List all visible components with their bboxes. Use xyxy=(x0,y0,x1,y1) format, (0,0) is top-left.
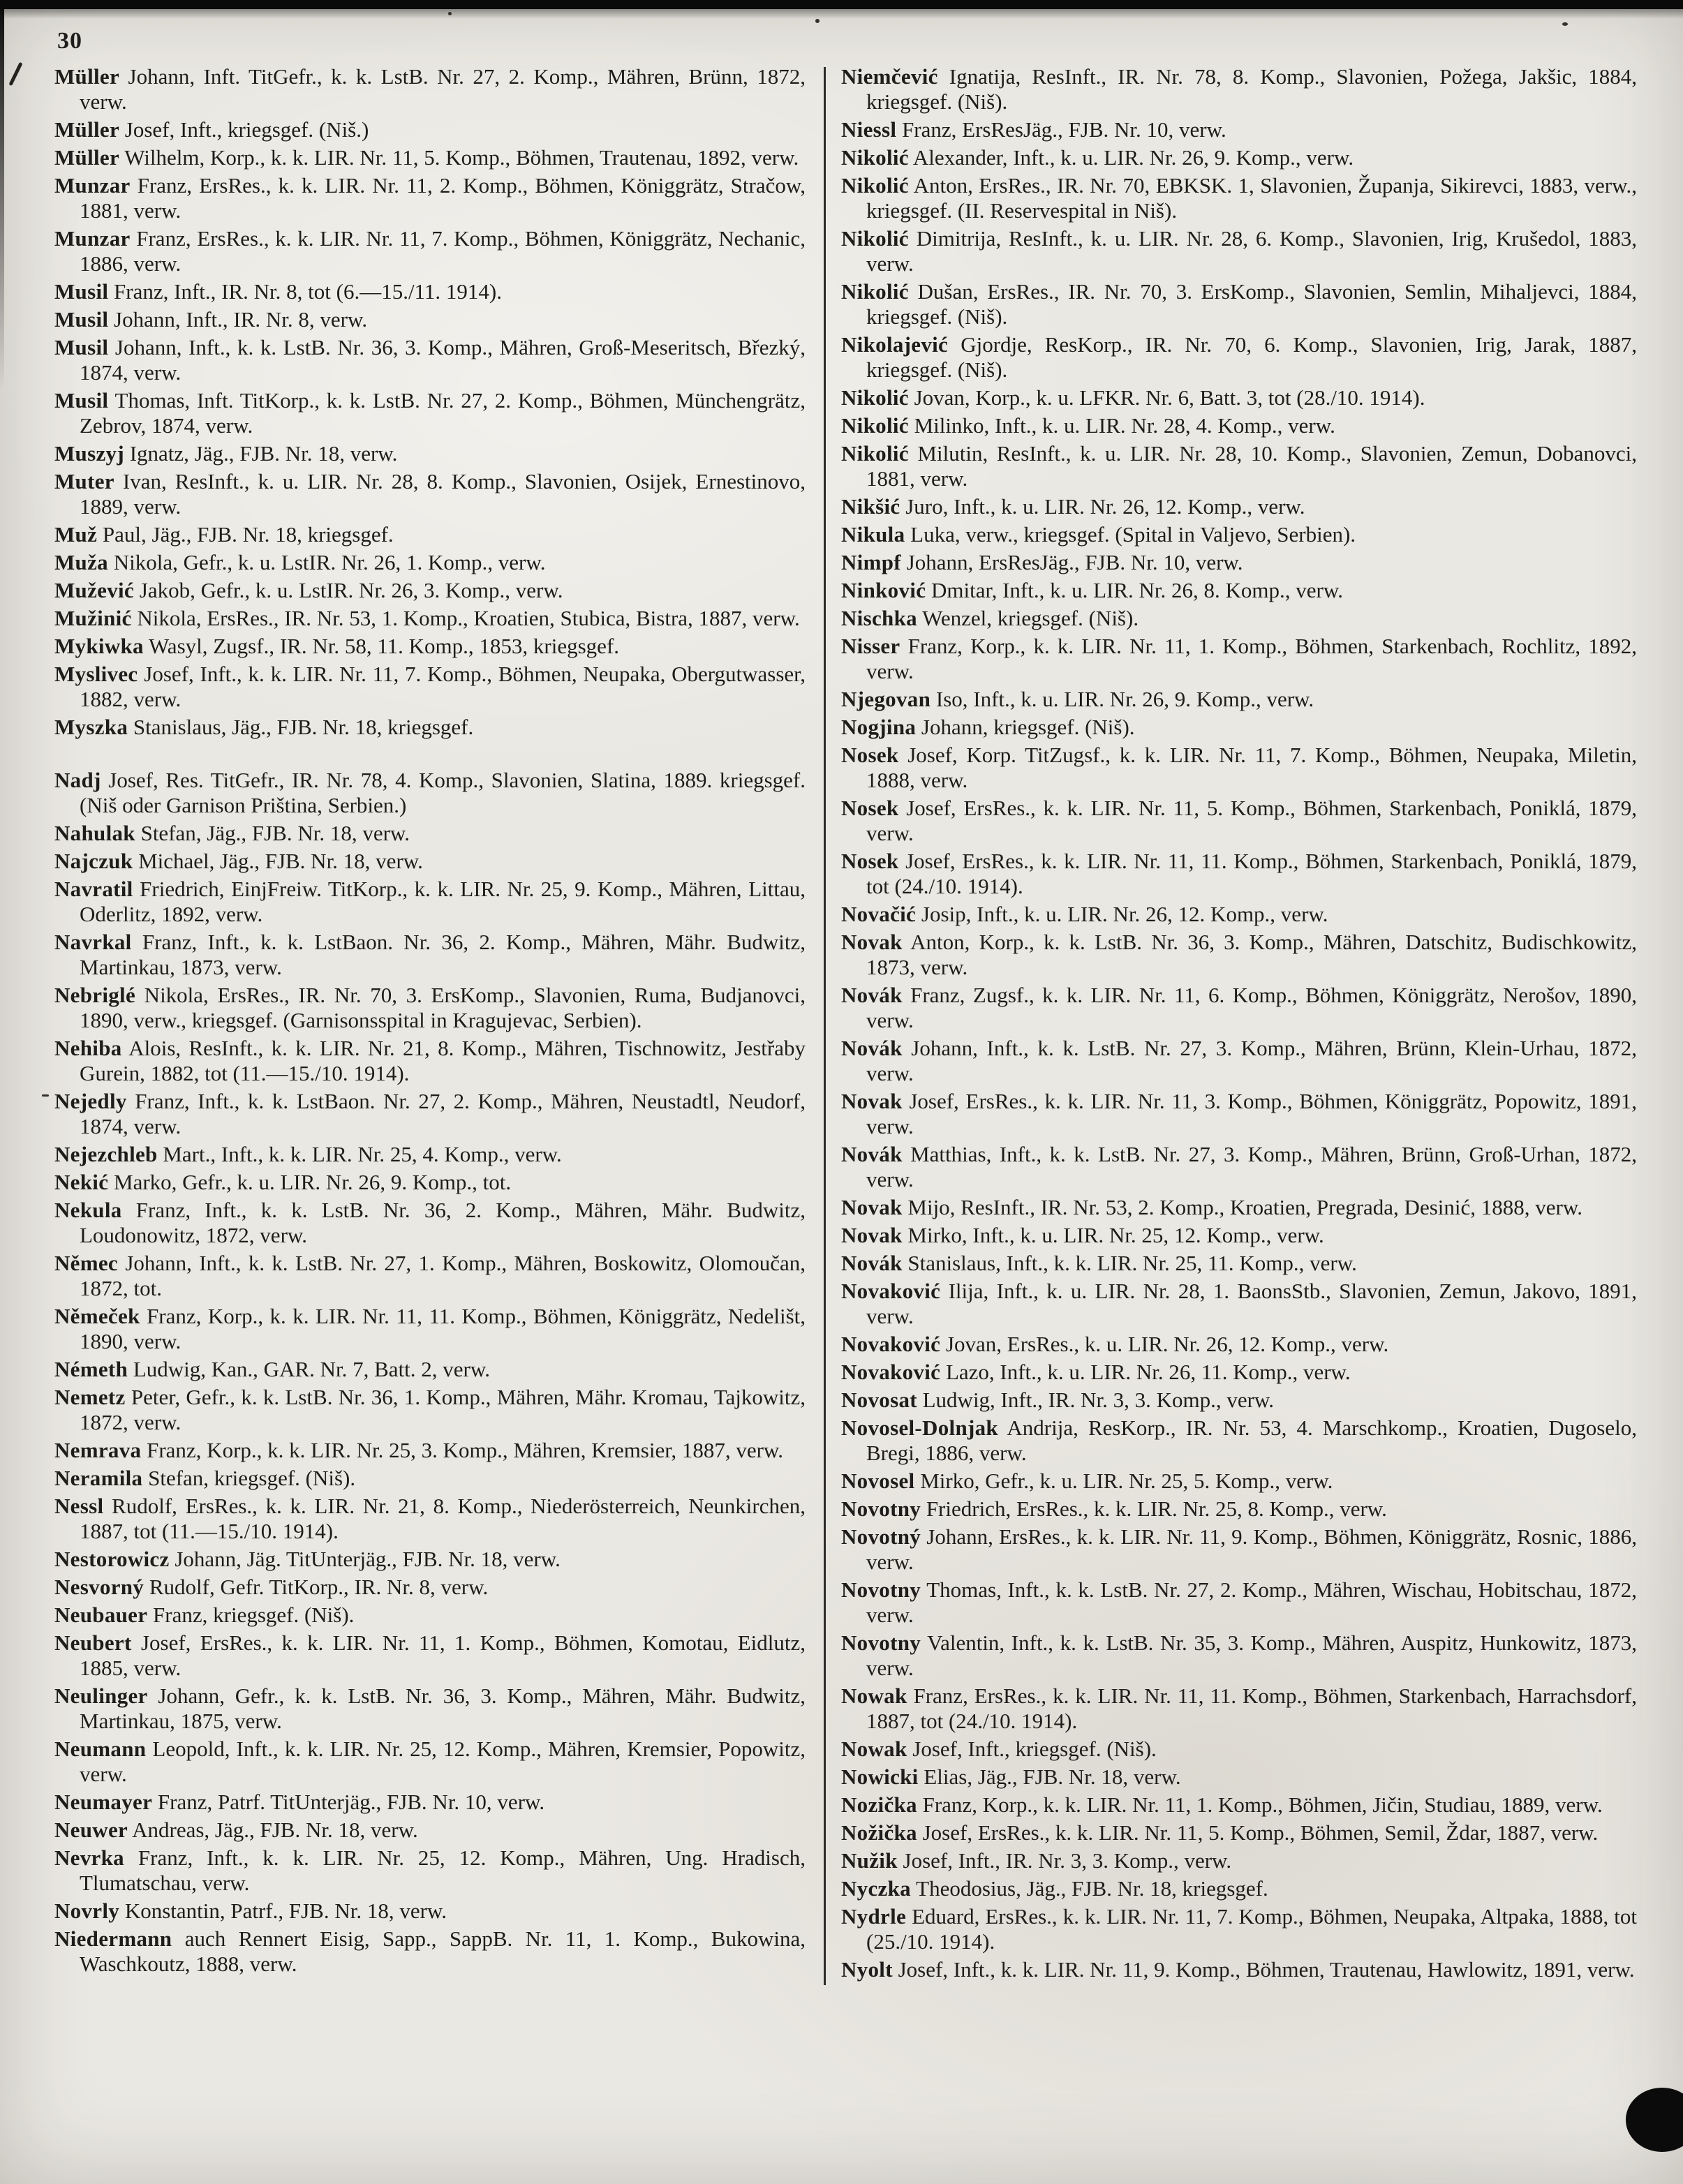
entry-surname: Novotný xyxy=(841,1524,921,1549)
casualty-entry: Novačić Josip, Inft., k. u. LIR. Nr. 26, 12. Komp., verw. xyxy=(841,902,1328,926)
casualty-entry: Nekula Franz, Inft., k. k. LstB. Nr. 36, 2. Komp., Mähren, Mähr. Budwitz, Loudonowitz, 1872, verw. xyxy=(54,1198,806,1247)
casualty-entry: Novotny Friedrich, ErsRes., k. k. LIR. Nr. 25, 8. Komp., verw. xyxy=(841,1496,1387,1521)
casualty-entry: Neramila Stefan, kriegsgef. (Niš). xyxy=(54,1466,356,1490)
casualty-entry: Myslivec Josef, Inft., k. k. LIR. Nr. 11, 7. Komp., Böhmen, Neupaka, Obergutwasser, 1882, verw. xyxy=(54,662,806,711)
entry-surname: Nahulak xyxy=(54,821,135,845)
entry-surname: Novosel-Dolnjak xyxy=(841,1416,998,1440)
casualty-entry: Nimpf Johann, ErsResJäg., FJB. Nr. 10, verw. xyxy=(841,550,1243,574)
scan-edge-left xyxy=(0,0,4,391)
entry-surname: Nejezchleb xyxy=(54,1142,158,1166)
casualty-entry: Neulinger Johann, Gefr., k. k. LstB. Nr. 36, 3. Komp., Mähren, Mähr. Budwitz, Martinkau, 1875, verw. xyxy=(54,1684,806,1733)
two-column-text-block xyxy=(54,64,1644,1985)
casualty-entry: Nogjina Johann, kriegsgef. (Niš). xyxy=(841,715,1135,739)
casualty-entry: Nisser Franz, Korp., k. k. LIR. Nr. 11, 1. Komp., Böhmen, Starkenbach, Rochlitz, 1892, verw. xyxy=(841,634,1637,683)
entry-surname: Neulinger xyxy=(54,1684,148,1708)
entry-surname: Nowicki xyxy=(841,1765,919,1789)
entry-surname: Nikolić xyxy=(841,145,909,170)
casualty-entry: Nahulak Stefan, Jäg., FJB. Nr. 18, verw. xyxy=(54,821,410,845)
casualty-entry: Neubauer Franz, kriegsgef. (Niš). xyxy=(54,1603,355,1627)
casualty-entry: Musil Thomas, Inft. TitKorp., k. k. LstB. Nr. 27, 2. Komp., Böhmen, Münchengrätz, Zebrov, 1874, verw. xyxy=(54,388,806,438)
entry-surname: Nisser xyxy=(841,634,900,658)
entry-surname: Nejedly xyxy=(54,1089,127,1113)
entry-surname: Nydrle xyxy=(841,1904,907,1929)
casualty-entry: Nikolić Anton, ErsRes., IR. Nr. 70, EBKSK. 1, Slavonien, Županja, Sikirevci, 1883, verw., kriegsgef. (II. Reservespital in Niš). xyxy=(841,173,1637,223)
entry-surname: Nikolić xyxy=(841,385,909,410)
casualty-entry: Nyczka Theodosius, Jäg., FJB. Nr. 18, kriegsgef. xyxy=(841,1876,1268,1901)
entry-surname: Muž xyxy=(54,522,98,547)
casualty-entry: Novák Johann, Inft., k. k. LstB. Nr. 27, 3. Komp., Mähren, Brünn, Klein-Urhau, 1872, verw. xyxy=(841,1036,1637,1085)
entry-surname: Nosek xyxy=(841,796,899,820)
casualty-entry: Novak Anton, Korp., k. k. LstB. Nr. 36, 3. Komp., Mähren, Datschitz, Budischkowitz, 1873, verw. xyxy=(841,930,1637,979)
entry-surname: Nekić xyxy=(54,1170,109,1194)
casualty-entry: Nemetz Peter, Gefr., k. k. LstB. Nr. 36, 1. Komp., Mähren, Mähr. Kromau, Tajkowitz, 1872, verw. xyxy=(54,1385,806,1434)
entry-surname: Neumayer xyxy=(54,1790,153,1814)
entry-surname: Niessl xyxy=(841,117,897,142)
entry-surname: Nowak xyxy=(841,1684,907,1708)
entry-surname: Nikolić xyxy=(841,173,909,198)
entry-surname: Navratil xyxy=(54,877,133,901)
entry-surname: Musil xyxy=(54,335,109,359)
entry-surname: Muter xyxy=(54,469,114,493)
entry-surname: Novrly xyxy=(54,1899,120,1923)
casualty-entry: Neumayer Franz, Patrf. TitUnterjäg., FJB. Nr. 10, verw. xyxy=(54,1790,545,1814)
casualty-entry: Munzar Franz, ErsRes., k. k. LIR. Nr. 11, 2. Komp., Böhmen, Königgrätz, Stračow, 1881, verw. xyxy=(54,173,806,223)
page-content xyxy=(54,25,1644,2170)
casualty-entry: Nužik Josef, Inft., IR. Nr. 3, 3. Komp., verw. xyxy=(841,1848,1232,1873)
entry-surname: Musil xyxy=(54,307,109,332)
casualty-entry: Munzar Franz, ErsRes., k. k. LIR. Nr. 11, 7. Komp., Böhmen, Königgrätz, Nechanic, 1886, verw. xyxy=(54,226,806,276)
entry-surname: Müller xyxy=(54,145,120,170)
entry-surname: Novotny xyxy=(841,1496,921,1521)
casualty-entry: Myszka Stanislaus, Jäg., FJB. Nr. 18, kriegsgef. xyxy=(54,715,474,739)
entry-surname: Novotny xyxy=(841,1630,921,1655)
entry-surname: Nebriglé xyxy=(54,983,136,1007)
entry-surname: Myslivec xyxy=(54,662,138,686)
casualty-entry: Neumann Leopold, Inft., k. k. LIR. Nr. 25, 12. Komp., Mähren, Kremsier, Popowitz, verw. xyxy=(54,1737,806,1786)
entry-surname: Mužević xyxy=(54,578,134,602)
casualty-entry: Novaković Ilija, Inft., k. u. LIR. Nr. 28, 1. BaonsStb., Slavonien, Zemun, Jakovo, 1891, verw. xyxy=(841,1279,1637,1328)
casualty-entry: Niessl Franz, ErsResJäg., FJB. Nr. 10, verw. xyxy=(841,117,1226,142)
entry-surname: Novák xyxy=(841,1142,903,1166)
entry-surname: Nischka xyxy=(841,606,917,630)
casualty-entry: Musil Johann, Inft., k. k. LstB. Nr. 36, 3. Komp., Mähren, Groß-Meseritsch, Březký, 1874, verw. xyxy=(54,335,806,385)
entry-surname: Neuwer xyxy=(54,1818,128,1842)
entry-surname: Nikolić xyxy=(841,413,909,438)
entry-surname: Nogjina xyxy=(841,715,917,739)
casualty-entry: Njegovan Iso, Inft., k. u. LIR. Nr. 26, 9. Komp., verw. xyxy=(841,687,1314,711)
casualty-entry: Navrkal Franz, Inft., k. k. LstBaon. Nr. 36, 2. Komp., Mähren, Mähr. Budwitz, Martinkau, 1873, verw. xyxy=(54,930,806,979)
entry-surname: Mužinić xyxy=(54,606,132,630)
entry-surname: Nessl xyxy=(54,1494,104,1518)
casualty-entry: Neuwer Andreas, Jäg., FJB. Nr. 18, verw. xyxy=(54,1818,418,1842)
casualty-entry: Nosek Josef, ErsRes., k. k. LIR. Nr. 11, 5. Komp., Böhmen, Starkenbach, Poniklá, 1879, verw. xyxy=(841,796,1637,845)
entry-surname: Novak xyxy=(841,1223,903,1247)
casualty-entry: Němeček Franz, Korp., k. k. LIR. Nr. 11, 11. Komp., Böhmen, Königgrätz, Nedelišt, 1890, verw. xyxy=(54,1304,806,1353)
casualty-entry: Nowicki Elias, Jäg., FJB. Nr. 18, verw. xyxy=(841,1765,1181,1789)
entry-surname: Nehiba xyxy=(54,1036,122,1060)
casualty-entry: Nikolić Dušan, ErsRes., IR. Nr. 70, 3. ErsKomp., Slavonien, Semlin, Mihaljevci, 1884, kriegsgef. (Niš). xyxy=(841,279,1637,329)
casualty-entry: Nessl Rudolf, ErsRes., k. k. LIR. Nr. 21, 8. Komp., Niederösterreich, Neunkirchen, 1887, tot (11.—15./10. 1914). xyxy=(54,1494,806,1543)
scan-edge-top-shadow xyxy=(0,9,1683,19)
entry-surname: Novaković xyxy=(841,1360,941,1384)
entry-surname: Nikolić xyxy=(841,226,909,251)
entry-surname: Nyolt xyxy=(841,1957,893,1982)
casualty-entry: Novrly Konstantin, Patrf., FJB. Nr. 18, verw. xyxy=(54,1899,447,1923)
entry-surname: Novak xyxy=(841,1089,903,1113)
casualty-entry: Nowak Franz, ErsRes., k. k. LIR. Nr. 11, 11. Komp., Böhmen, Starkenbach, Harrachsdorf, 1887, tot (24./10. 1914). xyxy=(841,1684,1637,1733)
entry-surname: Nožička xyxy=(841,1820,917,1845)
casualty-entry: Nestorowicz Johann, Jäg. TitUnterjäg., FJB. Nr. 18, verw. xyxy=(54,1547,561,1571)
entry-surname: Nikolajević xyxy=(841,332,949,357)
entry-surname: Munzar xyxy=(54,226,131,251)
casualty-entry: Novák Stanislaus, Inft., k. k. LIR. Nr. 25, 11. Komp., verw. xyxy=(841,1251,1357,1275)
casualty-entry: Nikula Luka, verw., kriegsgef. (Spital in Valjevo, Serbien). xyxy=(841,522,1356,547)
entry-surname: Nosek xyxy=(841,849,899,873)
entry-surname: Musil xyxy=(54,388,109,413)
entry-surname: Navrkal xyxy=(54,930,132,954)
casualty-entry: Nikolić Milutin, ResInft., k. u. LIR. Nr. 28, 10. Komp., Slavonien, Zemun, Dobanovci, 1881, verw. xyxy=(841,441,1637,491)
casualty-entry: Nosek Josef, Korp. TitZugsf., k. k. LIR. Nr. 11, 7. Komp., Böhmen, Neupaka, Miletin, 1888, verw. xyxy=(841,743,1637,792)
casualty-entry: Nikolajević Gjordje, ResKorp., IR. Nr. 70, 6. Komp., Slavonien, Irig, Jarak, 1887, kriegsgef. (Niš). xyxy=(841,332,1637,382)
entry-surname: Novák xyxy=(841,1036,903,1060)
entry-surname: Novak xyxy=(841,1195,903,1219)
casualty-entry: Nikolić Milinko, Inft., k. u. LIR. Nr. 28, 4. Komp., verw. xyxy=(841,413,1335,438)
casualty-entry: Musil Johann, Inft., IR. Nr. 8, verw. xyxy=(54,307,368,332)
entry-surname: Myszka xyxy=(54,715,128,739)
casualty-entry: Muž Paul, Jäg., FJB. Nr. 18, kriegsgef. xyxy=(54,522,394,547)
casualty-entry: Nikolić Dimitrija, ResInft., k. u. LIR. Nr. 28, 6. Komp., Slavonien, Irig, Krušedol, 1883, verw. xyxy=(841,226,1637,276)
column-divider-rule xyxy=(824,67,826,1985)
casualty-entry: Nikolić Jovan, Korp., k. u. LFKR. Nr. 6, Batt. 3, tot (28./10. 1914). xyxy=(841,385,1425,410)
entry-surname: Nestorowicz xyxy=(54,1547,170,1571)
casualty-entry: Mykiwka Wasyl, Zugsf., IR. Nr. 58, 11. Komp., 1853, kriegsgef. xyxy=(54,634,620,658)
scan-edge-top xyxy=(0,0,1683,9)
entry-surname: Němeček xyxy=(54,1304,140,1328)
entry-surname: Niemčević xyxy=(841,64,938,89)
entry-surname: Novotny xyxy=(841,1577,921,1602)
entry-surname: Novák xyxy=(841,983,903,1007)
entry-surname: Neramila xyxy=(54,1466,143,1490)
casualty-entry: Ninković Dmitar, Inft., k. u. LIR. Nr. 26, 8. Komp., verw. xyxy=(841,578,1343,602)
entry-surname: Novák xyxy=(841,1251,903,1275)
casualty-entry: Najczuk Michael, Jäg., FJB. Nr. 18, verw. xyxy=(54,849,423,873)
entry-surname: Nimpf xyxy=(841,550,901,574)
casualty-entry: Németh Ludwig, Kan., GAR. Nr. 7, Batt. 2, verw. xyxy=(54,1357,490,1381)
entry-surname: Muszyj xyxy=(54,441,124,466)
casualty-entry: Nischka Wenzel, kriegsgef. (Niš). xyxy=(841,606,1139,630)
scan-speck xyxy=(448,12,452,15)
casualty-entry: Novotny Valentin, Inft., k. k. LstB. Nr. 35, 3. Komp., Mähren, Auspitz, Hunkowitz, 1873, verw. xyxy=(841,1630,1637,1680)
entry-surname: Njegovan xyxy=(841,687,931,711)
casualty-entry: Neubert Josef, ErsRes., k. k. LIR. Nr. 11, 1. Komp., Böhmen, Komotau, Eidlutz, 1885, verw. xyxy=(54,1630,806,1680)
casualty-entry: Musil Franz, Inft., IR. Nr. 8, tot (6.—15./11. 1914). xyxy=(54,279,502,304)
entry-surname: Nowak xyxy=(841,1737,907,1761)
casualty-entry: Novaković Lazo, Inft., k. u. LIR. Nr. 26, 11. Komp., verw. xyxy=(841,1360,1351,1384)
casualty-entry: Nejedly Franz, Inft., k. k. LstBaon. Nr. 27, 2. Komp., Mähren, Neustadtl, Neudorf, 1874, verw. xyxy=(54,1089,806,1138)
casualty-entry: Novak Mirko, Inft., k. u. LIR. Nr. 25, 12. Komp., verw. xyxy=(841,1223,1324,1247)
casualty-entry: Nozička Franz, Korp., k. k. LIR. Nr. 11, 1. Komp., Böhmen, Jičin, Studiau, 1889, verw. xyxy=(841,1792,1603,1817)
casualty-entry: Nowak Josef, Inft., kriegsgef. (Niš). xyxy=(841,1737,1157,1761)
casualty-entry: Novotny Thomas, Inft., k. k. LstB. Nr. 27, 2. Komp., Mähren, Wischau, Hobitschau, 1872, verw. xyxy=(841,1577,1637,1627)
entry-surname: Nemetz xyxy=(54,1385,126,1409)
casualty-entry: Nadj Josef, Res. TitGefr., IR. Nr. 78, 4. Komp., Slavonien, Slatina, 1889. kriegsgef. (Niš oder Garnison Priština, Serbien.) xyxy=(54,768,806,817)
casualty-entry: Nevrka Franz, Inft., k. k. LIR. Nr. 25, 12. Komp., Mähren, Ung. Hradisch, Tlumatschau, verw. xyxy=(54,1845,806,1895)
entry-surname: Nužik xyxy=(841,1848,898,1873)
entry-surname: Novak xyxy=(841,930,903,954)
casualty-entry: Muter Ivan, ResInft., k. u. LIR. Nr. 28, 8. Komp., Slavonien, Osijek, Ernestinovo, 1889, verw. xyxy=(54,469,806,519)
entry-surname: Niedermann xyxy=(54,1926,172,1951)
entry-surname: Najczuk xyxy=(54,849,133,873)
casualty-entry: Niedermann auch Rennert Eisig, Sapp., SappB. Nr. 11, 1. Komp., Bukowina, Waschkoutz, 1888, verw. xyxy=(54,1926,806,1976)
casualty-entry: Nesvorný Rudolf, Gefr. TitKorp., IR. Nr. 8, verw. xyxy=(54,1575,489,1599)
entry-surname: Nevrka xyxy=(54,1845,124,1870)
entry-surname: Nesvorný xyxy=(54,1575,144,1599)
entry-surname: Neubert xyxy=(54,1630,132,1655)
entry-surname: Musil xyxy=(54,279,109,304)
entry-surname: Munzar xyxy=(54,173,131,198)
entry-surname: Nozička xyxy=(841,1792,917,1817)
casualty-entry: Müller Wilhelm, Korp., k. k. LIR. Nr. 11, 5. Komp., Böhmen, Trautenau, 1892, verw. xyxy=(54,145,799,170)
entry-surname: Nikolić xyxy=(841,441,909,466)
entry-surname: Novaković xyxy=(841,1279,941,1303)
casualty-entry: Mužević Jakob, Gefr., k. u. LstIR. Nr. 26, 3. Komp., verw. xyxy=(54,578,563,602)
casualty-entry: Muszyj Ignatz, Jäg., FJB. Nr. 18, verw. xyxy=(54,441,398,466)
entry-surname: Nekula xyxy=(54,1198,122,1222)
entry-surname: Németh xyxy=(54,1357,128,1381)
entry-surname: Němec xyxy=(54,1251,118,1275)
casualty-entry: Müller Johann, Inft. TitGefr., k. k. LstB. Nr. 27, 2. Komp., Mähren, Brünn, 1872, verw. xyxy=(54,64,806,114)
entry-surname: Nyczka xyxy=(841,1876,911,1901)
entry-surname: Novaković xyxy=(841,1332,941,1356)
casualty-entry: Novak Josef, ErsRes., k. k. LIR. Nr. 11, 3. Komp., Böhmen, Königgrätz, Popowitz, 1891, verw. xyxy=(841,1089,1637,1138)
casualty-entry: Novosat Ludwig, Inft., IR. Nr. 3, 3. Komp., verw. xyxy=(841,1388,1275,1412)
casualty-entry: Novák Matthias, Inft., k. k. LstB. Nr. 27, 3. Komp., Mähren, Brünn, Groß-Urhan, 1872, verw. xyxy=(841,1142,1637,1191)
scan-speck xyxy=(42,1094,49,1097)
casualty-entry: Novotný Johann, ErsRes., k. k. LIR. Nr. 11, 9. Komp., Böhmen, Königgrätz, Rosnic, 1886, verw. xyxy=(841,1524,1637,1574)
casualty-entry: Nyolt Josef, Inft., k. k. LIR. Nr. 11, 9. Komp., Böhmen, Trautenau, Hawlowitz, 1891, verw. xyxy=(841,1957,1635,1982)
casualty-entry: Niemčević Ignatija, ResInft., IR. Nr. 78, 8. Komp., Slavonien, Požega, Jakšic, 1884, kriegsgef. (Niš). xyxy=(841,64,1637,114)
casualty-entry: Nožička Josef, ErsRes., k. k. LIR. Nr. 11, 5. Komp., Böhmen, Semil, Ždar, 1887, verw. xyxy=(841,1820,1599,1845)
entry-surname: Neubauer xyxy=(54,1603,148,1627)
casualty-entry: Nekić Marko, Gefr., k. u. LIR. Nr. 26, 9. Komp., tot. xyxy=(54,1170,512,1194)
casualty-entry: Muža Nikola, Gefr., k. u. LstIR. Nr. 26, 1. Komp., verw. xyxy=(54,550,546,574)
entry-surname: Ninković xyxy=(841,578,926,602)
entry-surname: Nikolić xyxy=(841,279,909,304)
entry-surname: Mykiwka xyxy=(54,634,144,658)
entry-surname: Nikula xyxy=(841,522,905,547)
casualty-entry: Navratil Friedrich, EinjFreiw. TitKorp., k. k. LIR. Nr. 25, 9. Komp., Mähren, Littau, Oderlitz, 1892, verw. xyxy=(54,877,806,926)
casualty-entry: Novak Mijo, ResInft., IR. Nr. 53, 2. Komp., Kroatien, Pregrada, Desinić, 1888, verw. xyxy=(841,1195,1582,1219)
entry-surname: Novačić xyxy=(841,902,917,926)
scan-speck xyxy=(815,19,820,23)
casualty-entry: Nikšić Juro, Inft., k. u. LIR. Nr. 26, 12. Komp., verw. xyxy=(841,494,1305,519)
entry-surname: Nemrava xyxy=(54,1438,142,1462)
casualty-entry: Novaković Jovan, ErsRes., k. u. LIR. Nr. 26, 12. Komp., verw. xyxy=(841,1332,1389,1356)
casualty-entry: Müller Josef, Inft., kriegsgef. (Niš.) xyxy=(54,117,369,142)
casualty-entry: Nemrava Franz, Korp., k. k. LIR. Nr. 25, 3. Komp., Mähren, Kremsier, 1887, verw. xyxy=(54,1438,784,1462)
casualty-entry: Nikolić Alexander, Inft., k. u. LIR. Nr. 26, 9. Komp., verw. xyxy=(841,145,1354,170)
entry-surname: Neumann xyxy=(54,1737,147,1761)
casualty-entry: Nejezchleb Mart., Inft., k. k. LIR. Nr. 25, 4. Komp., verw. xyxy=(54,1142,562,1166)
casualty-entry: Novosel-Dolnjak Andrija, ResKorp., IR. Nr. 53, 4. Marschkomp., Kroatien, Dugoselo, Bregi, 1886, verw. xyxy=(841,1416,1637,1465)
entry-surname: Müller xyxy=(54,117,120,142)
casualty-entry: Němec Johann, Inft., k. k. LstB. Nr. 27, 1. Komp., Mähren, Boskowitz, Olomoučan, 1872, tot. xyxy=(54,1251,806,1300)
casualty-entry: Novosel Mirko, Gefr., k. u. LIR. Nr. 25, 5. Komp., verw. xyxy=(841,1469,1333,1493)
entry-surname: Müller xyxy=(54,64,120,89)
entry-surname: Nadj xyxy=(54,768,101,792)
left-column xyxy=(54,64,806,1985)
right-column xyxy=(841,64,1637,1985)
casualty-entry: Nebriglé Nikola, ErsRes., IR. Nr. 70, 3. ErsKomp., Slavonien, Ruma, Budjanovci, 1890, verw., kriegsgef. (Garnisonsspital in Kragujevac, Serbien). xyxy=(54,983,806,1032)
casualty-entry: Novák Franz, Zugsf., k. k. LIR. Nr. 11, 6. Komp., Böhmen, Königgrätz, Nerošov, 1890, verw. xyxy=(841,983,1637,1032)
casualty-entry: Mužinić Nikola, ErsRes., IR. Nr. 53, 1. Komp., Kroatien, Stubica, Bistra, 1887, verw. xyxy=(54,606,800,630)
entry-surname: Novosel xyxy=(841,1469,915,1493)
casualty-entry: Nehiba Alois, ResInft., k. k. LIR. Nr. 21, 8. Komp., Mähren, Tischnowitz, Jestřaby Gurein, 1882, tot (11.—15./10. 1914). xyxy=(54,1036,806,1085)
scan-stray-mark xyxy=(8,62,22,87)
entry-surname: Nosek xyxy=(841,743,899,767)
entry-surname: Nikšić xyxy=(841,494,900,519)
entry-surname: Novosat xyxy=(841,1388,917,1412)
casualty-entry: Nosek Josef, ErsRes., k. k. LIR. Nr. 11, 11. Komp., Böhmen, Starkenbach, Poniklá, 1879, tot (24./10. 1914). xyxy=(841,849,1637,898)
page-number: 30 xyxy=(57,28,82,54)
entry-surname: Muža xyxy=(54,550,108,574)
casualty-entry: Nydrle Eduard, ErsRes., k. k. LIR. Nr. 11, 7. Komp., Böhmen, Neupaka, Altpaka, 1888, tot (25./10. 1914). xyxy=(841,1904,1637,1954)
